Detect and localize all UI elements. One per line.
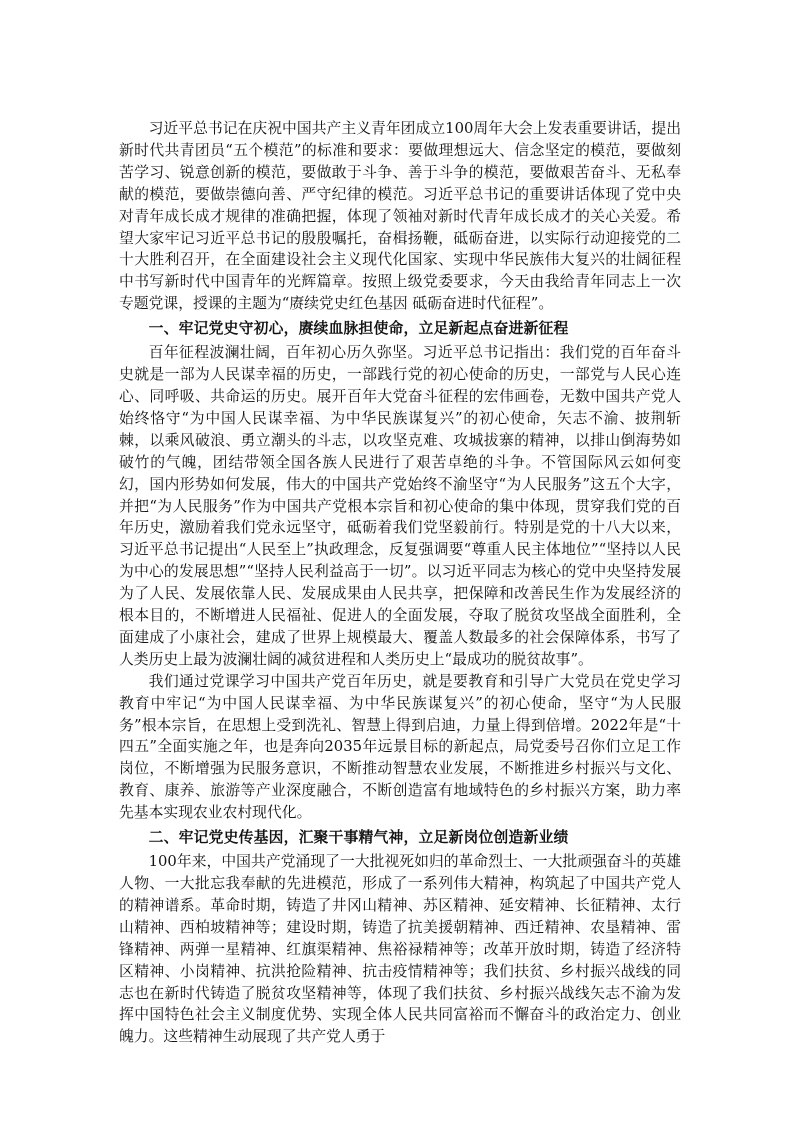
section-1-heading: 一、牢记党史守初心，赓续血脉担使命，立足新起点奋进新征程	[148, 320, 569, 338]
section-2-heading: 二、牢记党史传基因，汇聚干事精气神，立足新岗位创造新业绩	[148, 829, 569, 847]
section-1-paragraph-1: 百年征程波澜壮阔，百年初心历久弥坚。习近平总书记指出：我们党的百年奋斗史就是一部为人民谋幸福的历史，一部践行党的初心使命的历史，一部党与人民心连心、同呼吸、共命运的历史。展开百年大党奋斗征程的宏伟画卷，无数中国共产党人始终恪守“为中国人民谋幸福、为中华民族谋复兴”的初心使命，矢志不渝、披荆斩棘，以乘风破浪、勇立潮头的斗志，以攻坚克难、攻城拔寨的精神，以排山倒海势如破竹的气魄，团结带领全国各族人民进行了艰苦卓绝的斗争。不管国际风云如何变幻，国内形势如何发展，伟大的中国共产党始终不渝坚守“为人民服务”这五个大字，并把“为人民服务”作为中国共产党根本宗旨和初心使命的集中体现，贯穿我们党的百年历史，激励着我们党永远坚守，砥砺着我们党坚毅前行。特别是党的十八大以来，习近平总书记提出“人民至上”执政理念，反复强调要“尊重人民主体地位”“坚持以人民为中心的发展思想”“坚持人民利益高于一切”。以习近平同志为核心的党中央坚持发展为了人民、发展依靠人民、发展成果由人民共享，把保障和改善民生作为发展经济的根本目的，不断增进人民福祉、促进人的全面发展，夺取了脱贫攻坚战全面胜利，全面建成了小康社会，建成了世界上规模最大、覆盖人数最多的社会保障体系，书写了人类历史上最为波澜壮阔的减贫进程和人类历史上“最成功的脱贫故事”。	[119, 344, 681, 668]
section-2-paragraph-1: 100年来，中国共产党涌现了一大批视死如归的革命烈士、一大批顽强奋斗的英雄人物、一大批忘我奉献的先进模范，形成了一系列伟大精神，构筑起了中国共产党人的精神谱系。革命时期，铸造了井冈山精神、苏区精神、延安精神、长征精神、太行山精神、西柏坡精神等；建设时期，铸造了抗美援朝精神、西迁精神、农垦精神、雷锋精神、两弹一星精神、红旗渠精神、焦裕禄精神等；改革开放时期，铸造了经济特区精神、小岗精神、抗洪抢险精神、抗击疫情精神等；我们扶贫、乡村振兴战线的同志也在新时代铸造了脱贫攻坚精神等，体现了我们扶贫、乡村振兴战线矢志不渝为发挥中国特色社会主义制度优势、实现全体人民共同富裕而不懈奋斗的政治定力、创业魄力。这些精神生动展现了共产党人勇于	[119, 853, 681, 1046]
document-page	[119, 118, 681, 1048]
intro-paragraph: 习近平总书记在庆祝中国共产主义青年团成立100周年大会上发表重要讲话，提出新时代共青团员“五个模范”的标准和要求：要做理想远大、信念坚定的模范，要做刻苦学习、锐意创新的模范，要做敢于斗争、善于斗争的模范，要做艰苦奋斗、无私奉献的模范，要做崇德向善、严守纪律的模范。习近平总书记的重要讲话体现了党中央对青年成长成才规律的准确把握，体现了领袖对新时代青年成长成才的关心关爱。希望大家牢记习近平总书记的殷殷嘱托，奋楫扬鞭，砥砺奋进，以实际行动迎接党的二十大胜利召开，在全面建设社会主义现代化国家、实现中华民族伟大复兴的壮阔征程中书写新时代中国青年的光辉篇章。按照上级党委要求，今天由我给青年同志上一次专题党课，授课的主题为“赓续党史红色基因 砥砺奋进时代征程”。	[119, 120, 681, 313]
section-1-paragraph-2: 我们通过党课学习中国共产党百年历史，就是要教育和引导广大党员在党史学习教育中牢记“为中国人民谋幸福、为中华民族谋复兴”的初心使命，坚守“为人民服务”根本宗旨，在思想上受到洗礼、智慧上得到启迪，力量上得到倍增。2022年是“十四五”全面实施之年，也是奔向2035年远景目标的新起点，局党委号召你们立足工作岗位，不断增强为民服务意识，不断推动智慧农业发展，不断推进乡村振兴与文化、教育、康养、旅游等产业深度融合，不断创造富有地域特色的乡村振兴方案，助力率先基本实现农业农村现代化。	[119, 672, 681, 822]
